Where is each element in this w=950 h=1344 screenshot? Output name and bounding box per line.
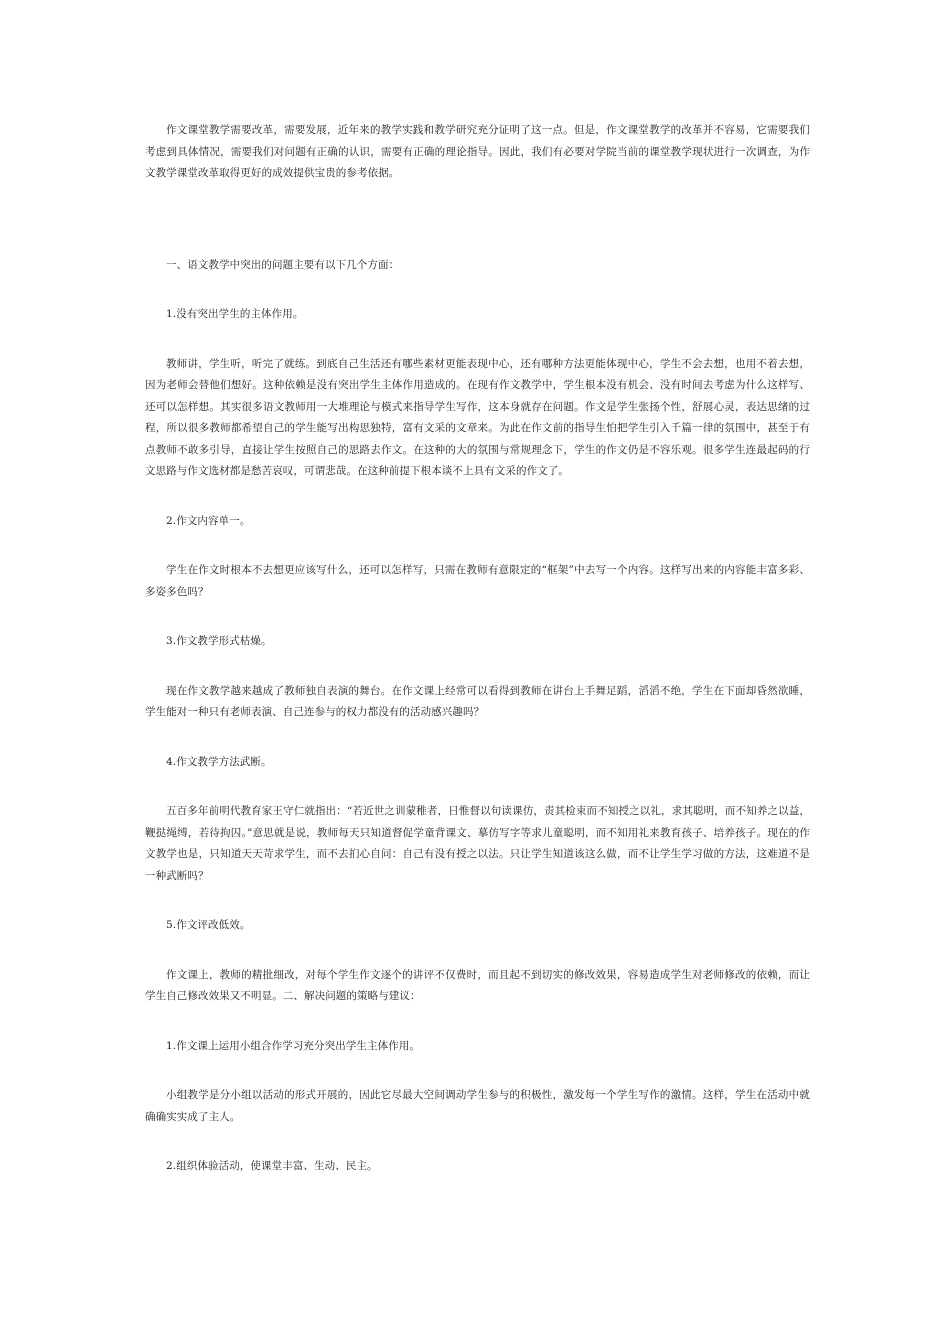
section-spacer xyxy=(145,185,810,255)
spacer xyxy=(145,1008,810,1036)
spacer xyxy=(145,483,810,511)
problem-5-heading: 5.作文评改低效。 xyxy=(166,919,251,931)
spacer xyxy=(145,887,810,915)
problem-3-body: 现在作文教学越来越成了教师独自表演的舞台。在作文课上经常可以看得到教师在讲台上手舞足蹈，滔滔不绝，学生在下面却昏然欲睡，学生能对一种只有老师表演、自己连参与的权力都没有的活动感兴趣吗？ xyxy=(145,684,810,718)
strategy-1-body: 小组教学是分小组以活动的形式开展的，因此它尽最大空间调动学生参与的积极性，激发每一个学生写作的激情。这样，学生在活动中就确确实实成了主人。 xyxy=(145,1089,810,1123)
problem-1-heading: 1.没有突出学生的主体作用。 xyxy=(166,308,304,320)
spacer xyxy=(145,603,810,631)
spacer xyxy=(145,1128,810,1156)
spacer xyxy=(145,937,810,965)
problem-2-body: 学生在作文时根本不去想更应该写什么，还可以怎样写，只需在教师有意限定的“框架”中去写一个内容。这样写出来的内容能丰富多彩、多姿多色吗？ xyxy=(145,564,810,598)
spacer xyxy=(145,532,810,560)
spacer xyxy=(145,1057,810,1085)
strategy-2-heading: 2.组织体验活动，使课堂丰富、生动、民主。 xyxy=(166,1160,378,1172)
document-body xyxy=(145,120,810,1178)
spacer xyxy=(145,326,810,354)
spacer xyxy=(145,773,810,801)
section-heading-problems: 一、语文教学中突出的问题主要有以下几个方面： xyxy=(166,258,400,271)
problem-1-body: 教师讲，学生听，听完了就练。到底自己生活还有哪些素材更能表现中心，还有哪种方法更能体现中心，学生不会去想，也用不着去想，因为老师会替他们想好。这种依赖是没有突出学生主体作用造成的。在现有作文教学中，学生根本没有机会、没有时间去考虑为什么这样写、还可以怎样想。其实很多语文教师用一大堆理论与模式来指导学生写作，这本身就存在问题。作文是学生张扬个性，舒展心灵，表达思绪的过程，所以很多教师都希望自己的学生能写出构思独特，富有文采的文章来。为此在作文前的指导生怕把学生引入千篇一律的氛围中，甚至于有点教师不敢多引导，直接让学生按照自己的思路去作文。在这种的大的氛围与常规理念下，学生的作文仍是不容乐观。很多学生连最起码的行文思路与作文选材都是愁苦哀叹，可谓悲哉。在这种前提下根本谈不上具有文采的作文了。 xyxy=(145,357,810,477)
strategy-1-heading: 1.作文课上运用小组合作学习充分突出学生主体作用。 xyxy=(166,1039,421,1052)
problem-3-heading: 3.作文教学形式枯燥。 xyxy=(166,635,272,647)
spacer xyxy=(145,276,810,304)
problem-4-heading: 4.作文教学方法武断。 xyxy=(166,755,272,768)
problem-4-body: 五百多年前明代教育家王守仁就指出：“若近世之训蒙稚者，日惟督以句读课仿，责其检束而不知授之以礼，求其聪明，而不知养之以益，鞭挞绳缚，若待拘囚。”意思就是说，教师每天只知道督促学童背课文、摹仿写字等求儿童聪明，而不知用礼来教育孩子、培养孩子。现在的作文教学也是，只知道天天苛求学生，而不去扪心自问：自己有没有授之以法。只让学生知道该这么做，而不让学生学习做的方法，这难道不是一种武断吗？ xyxy=(145,805,810,882)
problem-5-body: 作文课上，教师的精批细改，对每个学生作文逐个的讲评不仅费时，而且起不到切实的修改效果，容易造成学生对老师修改的依赖，而让学生自己修改效果又不明显。二、解决问题的策略与建议： xyxy=(145,968,810,1002)
problem-2-heading: 2.作文内容单一。 xyxy=(166,514,251,527)
spacer xyxy=(145,724,810,752)
spacer xyxy=(145,653,810,681)
intro-paragraph: 作文课堂教学需要改革，需要发展，近年来的教学实践和教学研究充分证明了这一点。但是，作文课堂教学的改革并不容易，它需要我们考虑到具体情况，需要我们对问题有正确的认识，需要有正确的理论指导。因此，我们有必要对学院当前的课堂教学现状进行一次调查，为作文教学课堂改革取得更好的成效提供宝贵的参考依据。 xyxy=(145,124,810,179)
